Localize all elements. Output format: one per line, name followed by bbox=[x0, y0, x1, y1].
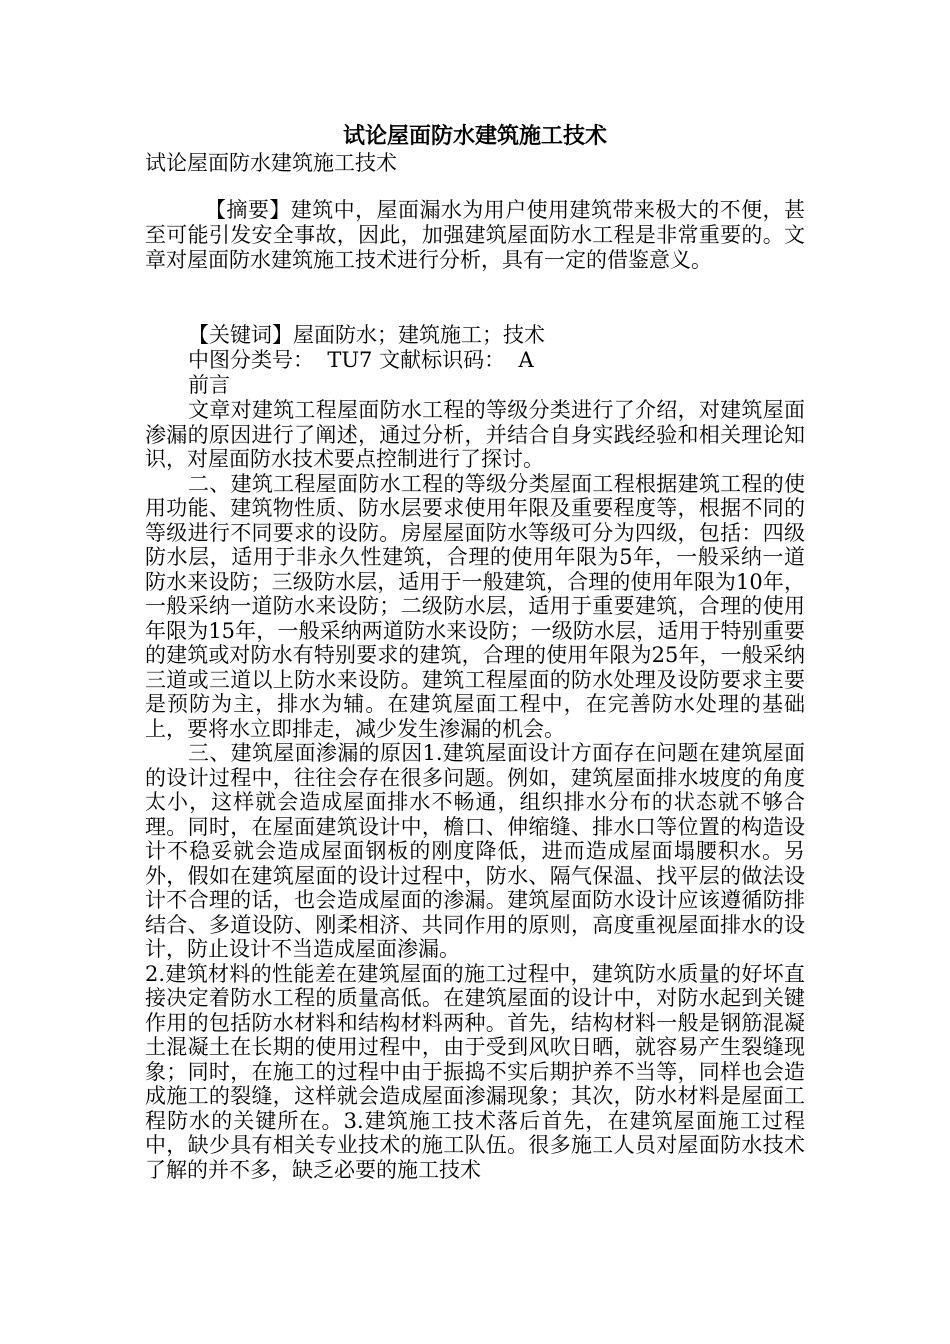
document-subtitle: 试论屋面防水建筑施工技术 bbox=[145, 151, 397, 175]
body-paragraph-section-3: 三、建筑屋面渗漏的原因1.建筑屋面设计方面存在问题在建筑屋面的设计过程中，往往会存在很多问题。例如，建筑屋面排水坡度的角度太小，这样就会造成屋面排水不畅通，组织排水分布的状态就不够合理。同时，在屋面建筑设计中，檐口、伸缩缝、排水口等位置的构造设计不稳妥就会造成屋面钢板的刚度降低，进而造成屋面塌腰积水。另外，假如在建筑屋面的设计过程中，防水、隔气保温、找平层的做法设计不合理的话，也会造成屋面的渗漏。建筑屋面防水设计应该遵循防排结合、多道设防、刚柔相济、共同作用的原则，高度重视屋面排水的设计，防止设计不当造成屋面渗漏。 bbox=[145, 741, 805, 961]
body-paragraph-section-2: 二、建筑工程屋面防水工程的等级分类屋面工程根据建筑工程的使用功能、建筑物性质、防水层要求使用年限及重要程度等，根据不同的等级进行不同要求的设防。房屋屋面防水等级可分为四级，包括：四级防水层，适用于非永久性建筑，合理的使用年限为5年，一般采纳一道防水来设防；三级防水层，适用于一般建筑，合理的使用年限为10年，一般采纳一道防水来设防；二级防水层，适用于重要建筑，合理的使用年限为15年，一般采纳两道防水来设防；一级防水层，适用于特别重要的建筑或对防水有特别要求的建筑，合理的使用年限为25年，一般采纳三道或三道以上防水来设防。建筑工程屋面的防水处理及设防要求主要是预防为主，排水为辅。在建筑屋面工程中，在完善防水处理的基础上，要将水立即排走，减少发生渗漏的机会。 bbox=[145, 471, 805, 741]
keywords-line: 【关键词】屋面防水；建筑施工；技术 bbox=[188, 323, 545, 347]
body-paragraph-materials: 2.建筑材料的性能差在建筑屋面的施工过程中，建筑防水质量的好坏直接决定着防水工程的质量高低。在建筑屋面的设计中，对防水起到关键作用的包括防水材料和结构材料两种。首先，结构材料一般是钢筋混凝土混凝土在长期的使用过程中，由于受到风吹日晒，就容易产生裂缝现象；同时，在施工的过程中由于振捣不实后期护养不当等，同样也会造成施工的裂缝，这样就会造成屋面渗漏现象；其次，防水材料是屋面工程防水的关键所在。3.建筑施工技术落后首先，在建筑屋面施工过程中，缺少具有相关专业技术的施工队伍。很多施工人员对屋面防水技术了解的并不多，缺乏必要的施工技术 bbox=[145, 961, 805, 1182]
body-paragraph-intro: 文章对建筑工程屋面防水工程的等级分类进行了介绍，对建筑屋面渗漏的原因进行了阐述，通过分析，并结合自身实践经验和相关理论知识，对屋面防水技术要点控制进行了探讨。 bbox=[145, 398, 805, 471]
body-text bbox=[145, 398, 805, 1182]
preface-heading: 前言 bbox=[188, 373, 230, 397]
abstract-paragraph: 【摘要】建筑中，屋面漏水为用户使用建筑带来极大的不便，甚至可能引发安全事故，因此，加强建筑屋面防水工程是非常重要的。文章对屋面防水建筑施工技术进行分析，具有一定的借鉴意义。 bbox=[145, 198, 805, 272]
document-title: 试论屋面防水建筑施工技术 bbox=[342, 123, 607, 149]
classification-line: 中图分类号： TU7 文献标识码： A bbox=[188, 348, 534, 372]
